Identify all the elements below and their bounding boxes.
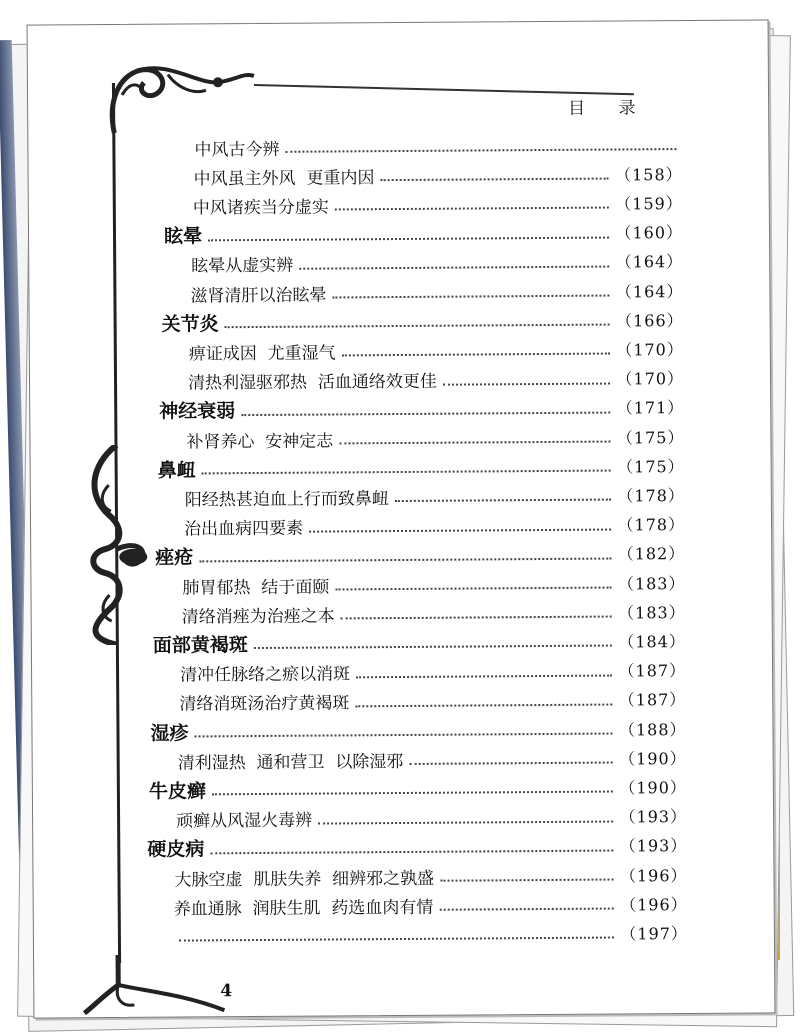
toc-leader-dots bbox=[409, 752, 613, 765]
toc-entry-text: 牛皮癣 bbox=[148, 780, 206, 803]
toc-page-number: （170） bbox=[616, 369, 685, 389]
toc-page-number: （184） bbox=[618, 631, 686, 652]
toc-subentry-row bbox=[190, 277, 683, 306]
toc-leader-dots bbox=[356, 664, 613, 678]
toc-section-row bbox=[158, 452, 685, 482]
toc-entry-text: 养血通脉 润肤生肌 药选血肉有情 bbox=[173, 897, 434, 920]
toc-subentry-row bbox=[178, 744, 687, 774]
corner-ornament-icon bbox=[98, 54, 259, 135]
toc-entry-text: 湿疹 bbox=[150, 721, 189, 745]
toc-entry-text: 神经衰弱 bbox=[159, 400, 236, 423]
toc-leader-dots bbox=[335, 197, 610, 211]
toc-subentry-row bbox=[194, 131, 682, 160]
bottom-ornament-icon bbox=[74, 954, 234, 1015]
toc-page-number: （178） bbox=[617, 485, 685, 506]
toc-leader-dots bbox=[439, 898, 614, 911]
toc-section-row bbox=[159, 394, 684, 424]
toc-page-number: （190） bbox=[619, 748, 687, 769]
toc-entry-text: 痹证成因 尤重湿气 bbox=[188, 343, 336, 365]
toc-leader-dots bbox=[395, 489, 612, 503]
toc-subentry-row bbox=[173, 919, 688, 949]
toc-entry-text: 清络消斑汤治疗黄褐斑 bbox=[179, 693, 350, 715]
toc-page-number: （182） bbox=[617, 544, 686, 564]
toc-page-number: （193） bbox=[619, 807, 688, 827]
toc-entry-text: 眩晕从虚实辨 bbox=[191, 256, 294, 277]
toc-page-number: （175） bbox=[616, 427, 685, 447]
toc-entry-text: 硬皮病 bbox=[147, 838, 205, 862]
toc-entry-text: 眩晕 bbox=[163, 225, 203, 248]
toc-page-number: （196） bbox=[620, 894, 688, 915]
toc-page-number: （193） bbox=[619, 836, 688, 856]
toc-entry-text: 清冲任脉络之瘀以消斑 bbox=[180, 664, 351, 686]
toc-subentry-row bbox=[180, 657, 686, 687]
toc-leader-dots bbox=[210, 839, 614, 854]
toc-subentry-row bbox=[188, 365, 684, 394]
toc-entry-text: 关节炎 bbox=[161, 312, 219, 336]
toc-subentry-row bbox=[185, 481, 685, 510]
toc-leader-dots bbox=[335, 577, 612, 591]
toc-subentry-row bbox=[182, 569, 685, 599]
toc-subentry-row bbox=[176, 803, 687, 833]
toc-entry-text: 痤疮 bbox=[155, 546, 194, 570]
toc-page-number: （197） bbox=[620, 923, 688, 944]
toc-page-number: （187） bbox=[618, 661, 687, 681]
toc-leader-dots bbox=[179, 927, 615, 942]
toc-leader-dots bbox=[318, 810, 614, 824]
toc-section-row bbox=[153, 627, 686, 657]
toc-entry-text: 清络消痤为治痤之本 bbox=[181, 606, 335, 628]
toc-page-number: （188） bbox=[618, 719, 687, 739]
toc-leader-dots bbox=[208, 226, 610, 241]
toc-leader-dots bbox=[380, 168, 609, 182]
side-ornament-icon bbox=[80, 445, 161, 646]
toc-leader-dots bbox=[194, 723, 613, 738]
toc-entry-text: 滋肾清肝以治眩晕 bbox=[190, 285, 327, 306]
toc-entry-text: 大脉空虚 肌肤失养 细辨邪之孰盛 bbox=[174, 868, 435, 891]
toc-page-number: （175） bbox=[617, 456, 685, 477]
toc-entry-text: 阳经热甚迫血上行而致鼻衄 bbox=[184, 488, 389, 511]
toc-leader-dots bbox=[241, 401, 611, 416]
page-header-title: 目 录 bbox=[568, 98, 650, 119]
toc-leader-dots bbox=[332, 285, 610, 299]
toc-leader-dots bbox=[440, 869, 614, 882]
toc-page-number: （187） bbox=[618, 690, 687, 710]
toc-entry-text: 顽癣从风湿火毒辨 bbox=[176, 810, 313, 832]
toc-leader-dots bbox=[225, 314, 611, 329]
toc-entry-text: 中风虽主外风 更重内因 bbox=[193, 167, 375, 190]
toc-page-number: （159） bbox=[615, 193, 683, 214]
toc-section-row bbox=[162, 306, 684, 336]
toc-page-number: （166） bbox=[616, 310, 684, 331]
toc-page-number: （183） bbox=[617, 573, 686, 593]
toc-subentry-row bbox=[184, 511, 685, 540]
toc-section-row bbox=[149, 773, 687, 803]
toc-entry-text: 清利湿热 通和营卫 以除湿邪 bbox=[177, 751, 404, 774]
toc-subentry-row bbox=[186, 423, 684, 452]
toc-subentry-row bbox=[193, 189, 683, 218]
toc-leader-dots bbox=[254, 635, 613, 650]
toc-subentry-row bbox=[194, 160, 683, 189]
toc-entry-text: 肺胃郁热 结于面颐 bbox=[182, 577, 330, 599]
toc-leader-dots bbox=[342, 343, 611, 357]
toc-leader-dots bbox=[341, 606, 613, 620]
toc-page-number: （158） bbox=[614, 164, 683, 185]
toc-leader-dots bbox=[355, 693, 613, 707]
toc-leader-dots bbox=[339, 431, 611, 445]
toc-leader-dots bbox=[299, 255, 610, 269]
toc-leader-dots bbox=[443, 372, 611, 385]
toc-leader-dots bbox=[212, 781, 614, 796]
toc-subentry-row bbox=[174, 861, 687, 891]
page-number: 4 bbox=[220, 981, 233, 1002]
document-page bbox=[27, 19, 776, 1018]
toc-subentry-row bbox=[174, 890, 688, 920]
toc-section-row bbox=[155, 540, 685, 570]
toc-page-number: （196） bbox=[619, 865, 688, 885]
toc-page-number: （183） bbox=[618, 602, 686, 623]
toc-subentry-row bbox=[189, 335, 684, 364]
toc-section-row bbox=[150, 715, 686, 745]
toc-leader-dots bbox=[309, 518, 612, 532]
toc-section-row bbox=[164, 219, 683, 249]
toc-leader-dots bbox=[199, 547, 612, 562]
toc-subentry-row bbox=[179, 686, 686, 716]
toc-page-number: （178） bbox=[617, 515, 686, 535]
toc-page-number: （171） bbox=[616, 398, 685, 418]
toc-leader-dots bbox=[285, 138, 676, 153]
toc-entry-text: 治出血病四要素 bbox=[183, 518, 304, 540]
toc-leader-dots bbox=[202, 460, 612, 475]
toc-entry-text: 清热利湿驱邪热 活血通络效更佳 bbox=[187, 371, 437, 394]
toc-entry-text: 面部黄褐斑 bbox=[152, 633, 248, 657]
toc-entry-text: 中风古今辨 bbox=[194, 139, 280, 160]
toc-page-number: （164） bbox=[615, 252, 684, 272]
toc-subentry-row bbox=[191, 248, 683, 277]
toc-entry-text: 鼻衄 bbox=[157, 459, 196, 482]
toc-page-number: （190） bbox=[619, 777, 687, 798]
toc-page-number: （170） bbox=[616, 339, 684, 360]
toc-subentry-row bbox=[182, 598, 686, 628]
toc-entry-text: 中风诸疾当分虚实 bbox=[192, 197, 329, 219]
toc-section-row bbox=[147, 832, 687, 862]
toc-page-number: （160） bbox=[615, 223, 684, 243]
toc-entry-text: 补肾养心 安神定志 bbox=[186, 430, 334, 452]
toc-page-number: （164） bbox=[615, 281, 684, 301]
